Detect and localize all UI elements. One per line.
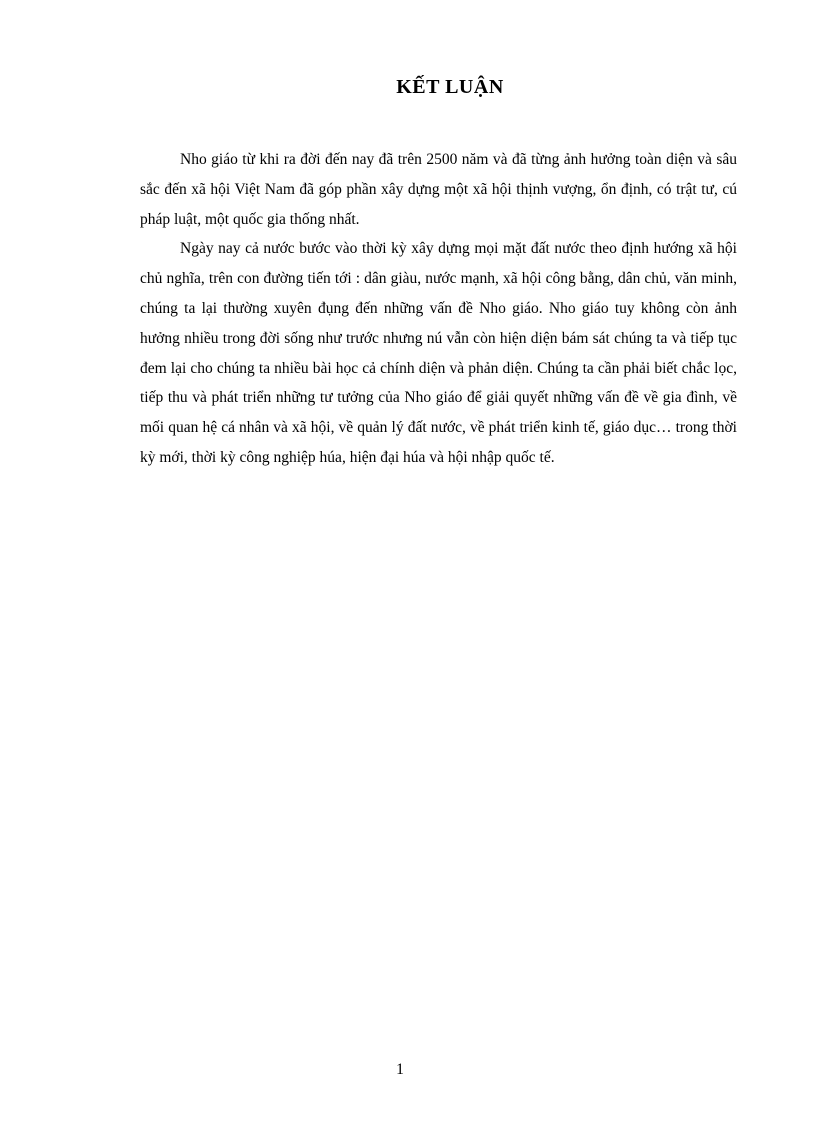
paragraph-1: Nho giáo từ khi ra đời đến nay đã trên 2500 năm và đã từng ảnh hưởng toàn diện và sâu sắc đến xã hội Việt Nam đã góp phần xây dựng một xã hội thịnh vượng, ổn định, có trật tư, cú pháp luật, một quốc gia thống nhất. [140, 151, 737, 228]
body-text [140, 145, 737, 473]
paragraph-2: Ngày nay cả nước bước vào thời kỳ xây dựng mọi mặt đất nước theo định hướng xã hội chủ nghĩa, trên con đường tiến tới : dân giàu, nước mạnh, xã hội công bằng, dân chủ, văn minh, chúng ta lại thường xuyên đụng đến những vấn đề Nho giáo. Nho giáo tuy không còn ảnh hưởng nhiều trong đời sống như trước nhưng nú vẫn còn hiện diện bám sát chúng ta và tiếp tục đem lại cho chúng ta nhiều bài học cả chính diện và phản diện. Chúng ta cần phải biết chắc lọc, tiếp thu và phát triển những tư tưởng của Nho giáo để giải quyết những vấn đề về gia đình, về mối quan hệ cá nhân và xã hội, về quản lý đất nước, về phát triển kinh tế, giáo dục… trong thời kỳ mới, thời kỳ công nghiệp húa, hiện đại húa và hội nhập quốc tế. [140, 240, 737, 466]
page-number: 1 [396, 1061, 404, 1078]
page-title: KẾT LUẬN [396, 76, 504, 98]
